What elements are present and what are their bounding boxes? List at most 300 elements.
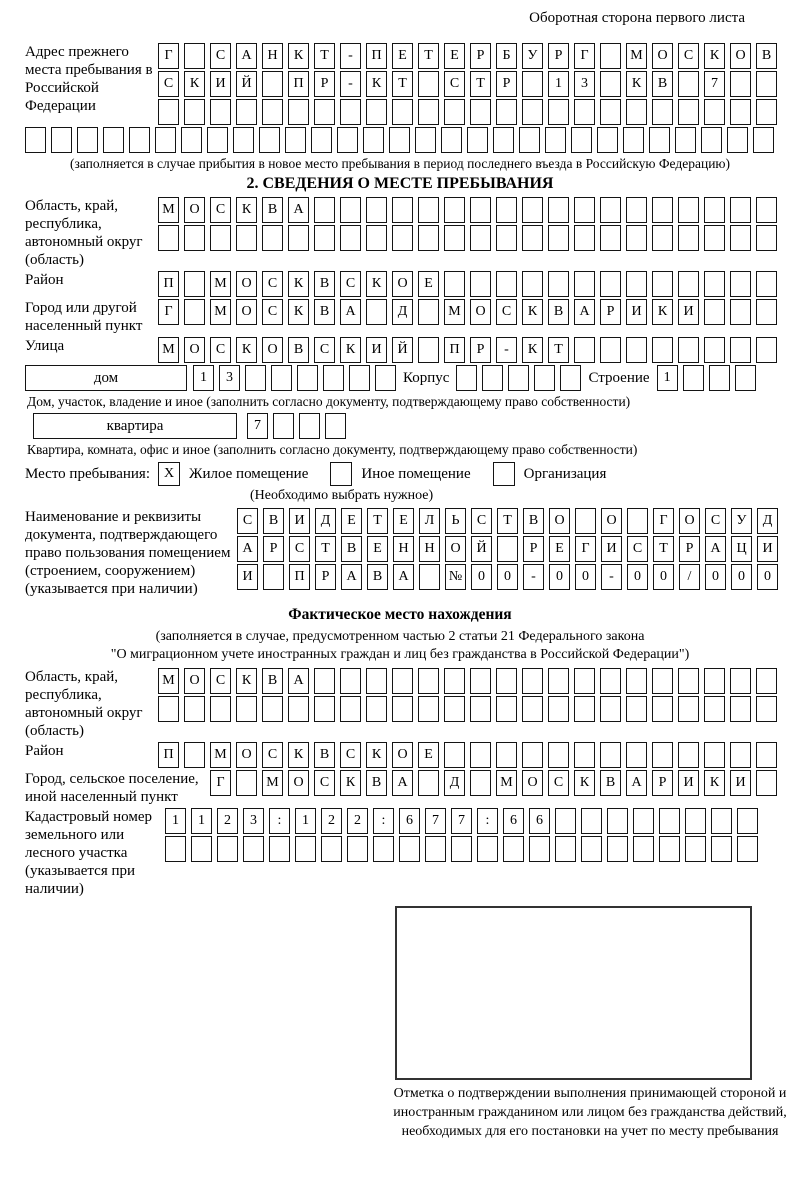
char-box[interactable]: В (288, 337, 309, 363)
char-box[interactable]: О (236, 299, 257, 325)
char-box[interactable] (623, 127, 644, 153)
char-box[interactable] (233, 127, 254, 153)
char-box[interactable]: В (314, 271, 335, 297)
char-box[interactable] (392, 668, 413, 694)
char-box[interactable] (626, 225, 647, 251)
char-box[interactable] (273, 413, 294, 439)
char-box[interactable]: 1 (295, 808, 316, 834)
char-box[interactable]: Е (393, 508, 414, 534)
char-box[interactable] (210, 225, 231, 251)
char-box[interactable] (340, 696, 361, 722)
char-box[interactable] (548, 225, 569, 251)
char-box[interactable]: И (757, 536, 778, 562)
char-box[interactable] (419, 564, 440, 590)
char-box[interactable]: С (289, 536, 310, 562)
char-box[interactable] (652, 742, 673, 768)
char-box[interactable]: К (366, 71, 387, 97)
char-box[interactable] (418, 225, 439, 251)
char-box[interactable]: К (184, 71, 205, 97)
char-box[interactable] (704, 99, 725, 125)
char-box[interactable] (418, 337, 439, 363)
char-box[interactable]: В (314, 742, 335, 768)
char-box[interactable] (704, 742, 725, 768)
char-box[interactable]: С (471, 508, 492, 534)
char-box[interactable]: 3 (243, 808, 264, 834)
char-box[interactable] (444, 696, 465, 722)
char-box[interactable] (184, 696, 205, 722)
char-box[interactable]: 0 (757, 564, 778, 590)
char-box[interactable]: 2 (347, 808, 368, 834)
char-box[interactable]: Т (548, 337, 569, 363)
char-box[interactable]: С (237, 508, 258, 534)
char-box[interactable] (678, 225, 699, 251)
char-box[interactable] (652, 696, 673, 722)
char-box[interactable] (626, 696, 647, 722)
char-box[interactable] (581, 836, 602, 862)
char-box[interactable] (522, 742, 543, 768)
char-box[interactable] (548, 668, 569, 694)
char-box[interactable]: О (445, 536, 466, 562)
char-box[interactable] (392, 99, 413, 125)
char-box[interactable] (25, 127, 46, 153)
char-box[interactable]: В (263, 508, 284, 534)
char-box[interactable] (129, 127, 150, 153)
char-box[interactable] (534, 365, 555, 391)
char-box[interactable] (548, 742, 569, 768)
char-box[interactable]: С (314, 770, 335, 796)
char-box[interactable] (456, 365, 477, 391)
char-box[interactable]: 1 (165, 808, 186, 834)
char-box[interactable] (314, 225, 335, 251)
char-box[interactable] (737, 808, 758, 834)
char-box[interactable] (347, 836, 368, 862)
char-box[interactable]: - (523, 564, 544, 590)
char-box[interactable] (418, 299, 439, 325)
char-box[interactable]: 6 (503, 808, 524, 834)
char-box[interactable] (366, 299, 387, 325)
char-box[interactable] (392, 225, 413, 251)
char-box[interactable] (575, 508, 596, 534)
char-box[interactable]: М (262, 770, 283, 796)
char-box[interactable] (756, 99, 777, 125)
char-box[interactable] (574, 668, 595, 694)
char-box[interactable] (756, 225, 777, 251)
char-box[interactable]: А (626, 770, 647, 796)
char-box[interactable] (704, 299, 725, 325)
char-box[interactable]: В (548, 299, 569, 325)
char-box[interactable] (482, 365, 503, 391)
char-box[interactable] (444, 742, 465, 768)
char-box[interactable] (522, 225, 543, 251)
char-box[interactable]: Г (574, 43, 595, 69)
char-box[interactable] (519, 127, 540, 153)
char-box[interactable] (652, 668, 673, 694)
char-box[interactable]: Д (757, 508, 778, 534)
char-box[interactable]: И (210, 71, 231, 97)
char-box[interactable]: М (210, 742, 231, 768)
char-box[interactable]: В (756, 43, 777, 69)
char-box[interactable] (236, 770, 257, 796)
char-box[interactable] (737, 836, 758, 862)
char-box[interactable]: К (626, 71, 647, 97)
char-box[interactable] (418, 696, 439, 722)
char-box[interactable] (600, 337, 621, 363)
char-box[interactable]: О (679, 508, 700, 534)
char-box[interactable] (649, 127, 670, 153)
char-box[interactable] (704, 225, 725, 251)
char-box[interactable] (555, 808, 576, 834)
char-box[interactable] (522, 696, 543, 722)
char-box[interactable] (467, 127, 488, 153)
char-box[interactable] (652, 197, 673, 223)
char-box[interactable] (418, 770, 439, 796)
char-box[interactable]: 1 (193, 365, 214, 391)
char-box[interactable] (574, 271, 595, 297)
char-box[interactable] (366, 99, 387, 125)
char-box[interactable] (756, 770, 777, 796)
char-box[interactable] (709, 365, 730, 391)
char-box[interactable]: К (574, 770, 595, 796)
char-box[interactable] (496, 668, 517, 694)
char-box[interactable] (418, 668, 439, 694)
char-box[interactable]: 0 (549, 564, 570, 590)
char-box[interactable] (574, 696, 595, 722)
char-box[interactable]: Д (444, 770, 465, 796)
char-box[interactable]: У (731, 508, 752, 534)
char-box[interactable]: 2 (321, 808, 342, 834)
char-box[interactable] (574, 197, 595, 223)
char-box[interactable] (633, 836, 654, 862)
char-box[interactable]: В (367, 564, 388, 590)
char-box[interactable] (626, 197, 647, 223)
char-box[interactable]: В (341, 536, 362, 562)
char-box[interactable]: С (158, 71, 179, 97)
char-box[interactable]: А (237, 536, 258, 562)
char-box[interactable]: Ь (445, 508, 466, 534)
char-box[interactable] (314, 696, 335, 722)
char-box[interactable]: И (678, 770, 699, 796)
char-box[interactable] (496, 225, 517, 251)
char-box[interactable] (363, 127, 384, 153)
char-box[interactable] (730, 197, 751, 223)
char-box[interactable]: 7 (247, 413, 268, 439)
char-box[interactable]: А (288, 197, 309, 223)
char-box[interactable] (529, 836, 550, 862)
char-box[interactable]: Т (314, 43, 335, 69)
char-box[interactable]: О (236, 742, 257, 768)
char-box[interactable] (366, 696, 387, 722)
char-box[interactable]: С (210, 43, 231, 69)
char-box[interactable]: К (366, 742, 387, 768)
char-box[interactable]: Р (523, 536, 544, 562)
char-box[interactable] (678, 99, 699, 125)
char-box[interactable]: О (601, 508, 622, 534)
char-box[interactable]: М (444, 299, 465, 325)
char-box[interactable] (181, 127, 202, 153)
char-box[interactable] (548, 696, 569, 722)
char-box[interactable] (470, 742, 491, 768)
char-box[interactable] (597, 127, 618, 153)
char-box[interactable]: 0 (653, 564, 674, 590)
char-box[interactable] (262, 71, 283, 97)
char-box[interactable] (389, 127, 410, 153)
char-box[interactable]: Е (418, 742, 439, 768)
char-box[interactable]: Т (418, 43, 439, 69)
char-box[interactable]: П (366, 43, 387, 69)
char-box[interactable] (753, 127, 774, 153)
char-box[interactable] (545, 127, 566, 153)
char-box[interactable]: Д (315, 508, 336, 534)
char-box[interactable] (299, 413, 320, 439)
char-box[interactable]: О (470, 299, 491, 325)
char-box[interactable]: Н (393, 536, 414, 562)
char-box[interactable]: М (158, 197, 179, 223)
char-box[interactable]: К (704, 770, 725, 796)
char-box[interactable]: Л (419, 508, 440, 534)
char-box[interactable]: В (366, 770, 387, 796)
char-box[interactable] (730, 99, 751, 125)
char-box[interactable]: И (601, 536, 622, 562)
char-box[interactable] (652, 271, 673, 297)
char-box[interactable] (295, 836, 316, 862)
char-box[interactable] (701, 127, 722, 153)
char-box[interactable]: И (289, 508, 310, 534)
char-box[interactable] (627, 508, 648, 534)
char-box[interactable] (493, 127, 514, 153)
char-box[interactable] (574, 337, 595, 363)
char-box[interactable] (191, 836, 212, 862)
char-box[interactable]: 3 (219, 365, 240, 391)
char-box[interactable]: К (522, 337, 543, 363)
char-box[interactable]: С (262, 742, 283, 768)
char-box[interactable]: Т (367, 508, 388, 534)
char-box[interactable] (262, 696, 283, 722)
char-box[interactable] (600, 197, 621, 223)
char-box[interactable] (288, 696, 309, 722)
char-box[interactable] (683, 365, 704, 391)
char-box[interactable]: Р (652, 770, 673, 796)
char-box[interactable] (548, 271, 569, 297)
char-box[interactable] (678, 271, 699, 297)
char-box[interactable] (418, 197, 439, 223)
char-box[interactable] (496, 197, 517, 223)
char-box[interactable]: : (269, 808, 290, 834)
char-box[interactable] (522, 71, 543, 97)
char-box[interactable]: - (496, 337, 517, 363)
char-box[interactable] (522, 99, 543, 125)
char-box[interactable] (210, 99, 231, 125)
char-box[interactable] (418, 71, 439, 97)
char-box[interactable] (678, 668, 699, 694)
char-box[interactable]: С (340, 742, 361, 768)
char-box[interactable]: Д (392, 299, 413, 325)
char-box[interactable]: Б (496, 43, 517, 69)
char-box[interactable]: И (366, 337, 387, 363)
char-box[interactable] (444, 668, 465, 694)
char-box[interactable] (600, 99, 621, 125)
char-box[interactable]: К (288, 742, 309, 768)
char-box[interactable] (574, 742, 595, 768)
char-box[interactable]: С (210, 668, 231, 694)
char-box[interactable]: К (340, 337, 361, 363)
char-box[interactable] (730, 337, 751, 363)
char-box[interactable] (349, 365, 370, 391)
char-box[interactable]: Й (236, 71, 257, 97)
char-box[interactable]: К (288, 43, 309, 69)
char-box[interactable] (314, 197, 335, 223)
char-box[interactable]: С (262, 299, 283, 325)
char-box[interactable]: И (237, 564, 258, 590)
char-box[interactable] (158, 225, 179, 251)
char-box[interactable] (704, 696, 725, 722)
char-box[interactable] (366, 668, 387, 694)
char-box[interactable]: 0 (471, 564, 492, 590)
char-box[interactable] (285, 127, 306, 153)
char-box[interactable] (470, 696, 491, 722)
char-box[interactable]: 1 (657, 365, 678, 391)
char-box[interactable]: Р (315, 564, 336, 590)
char-box[interactable] (470, 99, 491, 125)
char-box[interactable] (685, 808, 706, 834)
char-box[interactable]: С (210, 337, 231, 363)
char-box[interactable] (184, 271, 205, 297)
char-box[interactable]: О (730, 43, 751, 69)
char-box[interactable] (756, 299, 777, 325)
char-box[interactable]: С (210, 197, 231, 223)
char-box[interactable]: 0 (731, 564, 752, 590)
char-box[interactable] (503, 836, 524, 862)
char-box[interactable] (600, 43, 621, 69)
char-box[interactable] (425, 836, 446, 862)
char-box[interactable] (184, 299, 205, 325)
char-box[interactable]: Т (497, 508, 518, 534)
char-box[interactable] (392, 197, 413, 223)
char-box[interactable] (451, 836, 472, 862)
char-box[interactable] (756, 668, 777, 694)
residential-checkbox[interactable]: X (158, 462, 180, 486)
char-box[interactable] (704, 197, 725, 223)
char-box[interactable] (271, 365, 292, 391)
char-box[interactable] (607, 836, 628, 862)
char-box[interactable]: С (262, 271, 283, 297)
char-box[interactable] (262, 99, 283, 125)
char-box[interactable] (633, 808, 654, 834)
char-box[interactable] (522, 271, 543, 297)
char-box[interactable] (704, 271, 725, 297)
char-box[interactable] (574, 225, 595, 251)
char-box[interactable]: В (262, 197, 283, 223)
char-box[interactable] (496, 99, 517, 125)
char-box[interactable]: К (288, 271, 309, 297)
char-box[interactable] (626, 337, 647, 363)
char-box[interactable]: Р (470, 43, 491, 69)
char-box[interactable] (730, 668, 751, 694)
char-box[interactable] (158, 696, 179, 722)
char-box[interactable] (735, 365, 756, 391)
char-box[interactable] (508, 365, 529, 391)
char-box[interactable] (340, 99, 361, 125)
char-box[interactable] (441, 127, 462, 153)
char-box[interactable] (626, 99, 647, 125)
char-box[interactable] (373, 836, 394, 862)
char-box[interactable]: Е (392, 43, 413, 69)
char-box[interactable] (366, 197, 387, 223)
char-box[interactable]: К (236, 197, 257, 223)
char-box[interactable]: С (548, 770, 569, 796)
char-box[interactable]: П (288, 71, 309, 97)
char-box[interactable] (522, 197, 543, 223)
char-box[interactable] (730, 696, 751, 722)
char-box[interactable]: О (392, 271, 413, 297)
char-box[interactable] (675, 127, 696, 153)
char-box[interactable] (470, 668, 491, 694)
char-box[interactable] (730, 271, 751, 297)
char-box[interactable] (418, 99, 439, 125)
char-box[interactable]: Р (263, 536, 284, 562)
char-box[interactable]: А (705, 536, 726, 562)
char-box[interactable] (756, 742, 777, 768)
char-box[interactable]: И (730, 770, 751, 796)
char-box[interactable] (711, 836, 732, 862)
char-box[interactable] (340, 668, 361, 694)
char-box[interactable] (184, 99, 205, 125)
char-box[interactable] (600, 225, 621, 251)
char-box[interactable] (288, 225, 309, 251)
char-box[interactable] (704, 337, 725, 363)
char-box[interactable]: К (652, 299, 673, 325)
char-box[interactable]: П (158, 271, 179, 297)
char-box[interactable]: О (184, 197, 205, 223)
char-box[interactable]: О (184, 337, 205, 363)
char-box[interactable]: / (679, 564, 700, 590)
char-box[interactable] (626, 668, 647, 694)
char-box[interactable]: А (393, 564, 414, 590)
char-box[interactable] (600, 742, 621, 768)
char-box[interactable] (756, 71, 777, 97)
char-box[interactable]: П (158, 742, 179, 768)
char-box[interactable] (444, 99, 465, 125)
char-box[interactable]: Р (600, 299, 621, 325)
char-box[interactable]: О (184, 668, 205, 694)
char-box[interactable] (314, 99, 335, 125)
char-box[interactable]: К (704, 43, 725, 69)
char-box[interactable]: : (477, 808, 498, 834)
char-box[interactable] (496, 742, 517, 768)
organization-checkbox[interactable] (493, 462, 515, 486)
char-box[interactable]: П (444, 337, 465, 363)
char-box[interactable] (207, 127, 228, 153)
char-box[interactable]: С (444, 71, 465, 97)
char-box[interactable]: Т (470, 71, 491, 97)
char-box[interactable] (727, 127, 748, 153)
char-box[interactable]: К (366, 271, 387, 297)
char-box[interactable]: П (289, 564, 310, 590)
char-box[interactable] (496, 271, 517, 297)
char-box[interactable] (77, 127, 98, 153)
char-box[interactable] (678, 197, 699, 223)
char-box[interactable] (574, 99, 595, 125)
char-box[interactable]: А (392, 770, 413, 796)
char-box[interactable]: Г (575, 536, 596, 562)
char-box[interactable] (756, 337, 777, 363)
char-box[interactable]: Р (679, 536, 700, 562)
char-box[interactable] (704, 668, 725, 694)
char-box[interactable] (756, 696, 777, 722)
char-box[interactable]: О (652, 43, 673, 69)
char-box[interactable] (165, 836, 186, 862)
char-box[interactable] (184, 43, 205, 69)
char-box[interactable] (245, 365, 266, 391)
